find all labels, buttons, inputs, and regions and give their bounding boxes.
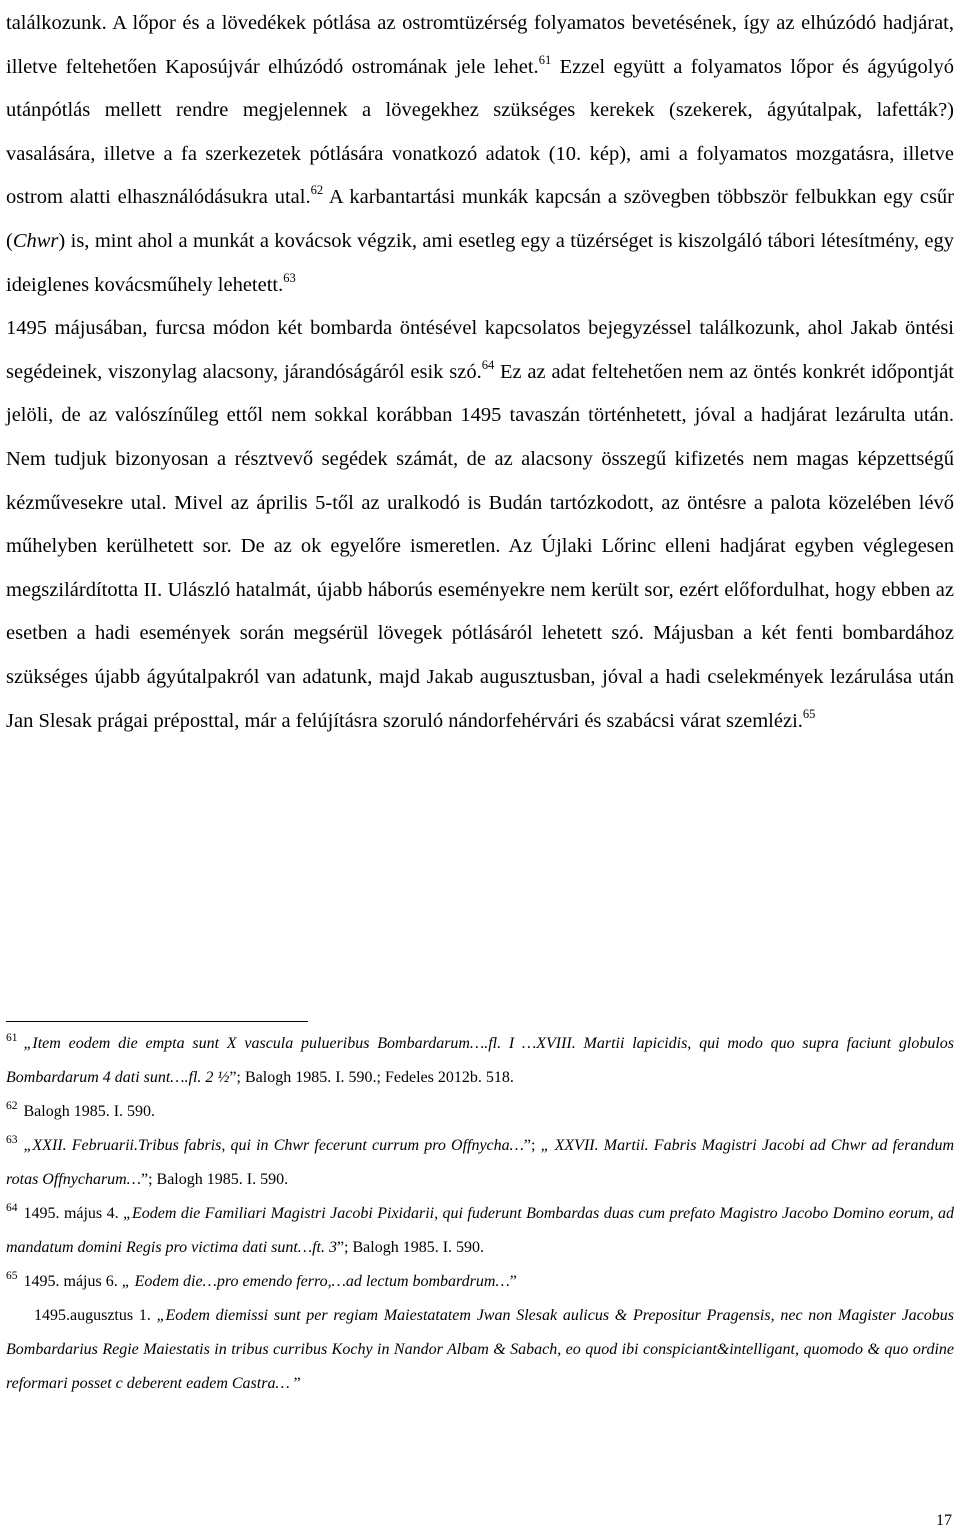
- text: Ezzel együtt a folyamatos lőpor és ágyúgolyó utánpótlás mellett rendre megjelennek a lövegekhez szükséges kerekek (szekerek, ágyútalpak, lafetták?) vasalására, illetve a fa szerkezetek pótlására vonatkozó adatok (10. kép), ami a folyamatos mozgatásra, illetve ostrom alatti elhasználódásukra utal.: [6, 55, 954, 209]
- text: ) is, mint ahol a munkát a kovácsok végzik, ami esetleg egy a tüzérséget is kiszolgáló tábori létesítmény, egy ideiglenes kovácsműhely lehetett.: [6, 229, 954, 296]
- footnote-ref-61: 61: [538, 52, 552, 67]
- quote: „Item eodem die empta sunt X vascula pulueribus Bombardarum….fl. I …XVIII. Martii lapicidis, qui modo quo supra faciunt globulos Bombardarum 4 dati sunt….fl. 2 ½: [6, 1035, 954, 1086]
- text: 1495. május 4.: [23, 1205, 124, 1222]
- text: Balogh 1985. I. 590.: [23, 1103, 156, 1120]
- paragraph: [6, 2, 954, 307]
- quote: „ Eodem die…pro emendo ferro,…ad lectum bombardrum…: [121, 1273, 510, 1290]
- text: Ez az adat feltehetően nem az öntés konkrét időpontját jelöli, de az valószínűleg ettől nem sokkal korábban 1495 tavaszán történhetett, jóval a hadjárat lezárulta után. Nem tudjuk bizonyosan a résztvevő segédek számát, de az alacsony összegű kifizetés nem magas képzettségű kézművesekre utal. Mivel az április 5-től az uralkodó is Budán tartózkodott, az öntésre a palota közelében lévő műhelyben kerülhetett sor. De az ok egyelőre ismeretlen. Az Újlaki Lőrinc elleni hadjárat egyben véglegesen megszilárdította II. Ulászló hatalmát, újabb háborús eseményekre nem került sor, ezért előfordulhat, hogy ebben az esetben a hadi események során megsérül lövegek pótlásáról lehetett szó. Májusban a két fenti bombardához szükséges újabb ágyútalpakról van adatunk, majd Jakab augusztusban, jóval a hadi cselekmények lezárulása után Jan Slesak prágai préposttal, már a felújításra szoruló nándorfehérvári és szabácsi várat szemlézi.: [6, 360, 954, 732]
- footnote-65: [6, 1265, 954, 1299]
- footnote-ref-65: 65: [802, 706, 816, 721]
- footnote-64: [6, 1197, 954, 1265]
- text: ”: [509, 1273, 517, 1290]
- quote: „Eodem die Familiari Magistri Jacobi Pixidarii, qui fuderunt Bombardas duas cum prefato Magistro Jacobo Domino eorum, ad mandatum domini Regis pro victima dati sunt…ft. 3: [6, 1205, 955, 1256]
- text: ”: [289, 1375, 301, 1392]
- footnote-ref-63: 63: [283, 270, 296, 285]
- footnote-63: [6, 1129, 954, 1197]
- footnotes: [6, 1027, 954, 1401]
- text: ”;: [523, 1137, 541, 1154]
- footnote-number: 62: [6, 1100, 18, 1112]
- text: találkozunk. A lőpor és a lövedékek pótlása az ostromtüzérség folyamatos bevetésének, így az elhúzódó hadjárat, illetve feltehetően Kaposújvár elhúzódó ostromának jele lehet.: [6, 12, 954, 78]
- text: ”; Balogh 1985. I. 590.: [140, 1171, 289, 1188]
- footnote-ref-64: 64: [481, 357, 495, 372]
- main-text: [6, 2, 954, 743]
- footnote-number: 61: [6, 1032, 18, 1044]
- text: 1495. május 6.: [23, 1273, 122, 1290]
- quote: „ XXVII. Martii. Fabris Magistri Jacobi ad Chwr ad ferandum rotas Offnycharum…: [6, 1137, 955, 1188]
- footnote-ref-62: 62: [310, 183, 324, 198]
- quote: „Eodem diemissi sunt per regiam Maiestatatem Jwan Slesak aulicus & Prepositur Pragensis, nec non Magister Jacobus Bombardarius Regie Maiestatis in tribus curribus Kochy in Nandor Albam & Sabach, eo quod ibi conspiciant&intelligant, quomodo & quo ordine reformari posset c deberent eadem Castra…: [6, 1307, 955, 1392]
- footnote-number: 64: [6, 1202, 18, 1214]
- footnote-separator: [6, 1021, 308, 1022]
- footnote-62: [6, 1095, 954, 1129]
- text: ”; Balogh 1985. I. 590.; Fedeles 2012b. 518.: [229, 1069, 514, 1086]
- footnote-number: 63: [6, 1134, 18, 1146]
- text: ”; Balogh 1985. I. 590.: [336, 1239, 485, 1256]
- italic-term: Chwr: [12, 229, 59, 252]
- footnote-61: [6, 1027, 954, 1095]
- text: 1495.augusztus 1.: [34, 1307, 157, 1324]
- footnote-65-continued: [6, 1299, 954, 1401]
- quote: „XXII. Februarii.Tribus fabris, qui in Chwr fecerunt currum pro Offnycha…: [23, 1137, 524, 1154]
- text: A karbantartási munkák kapcsán a szövegben többször felbukkan egy csűr (: [6, 186, 955, 252]
- text: 1495 májusában, furcsa módon két bombarda öntésével kapcsolatos bejegyzéssel találkozunk, ahol Jakab öntési segédeinek, viszonylag alacsony, járandóságáról esik szó.: [6, 317, 954, 383]
- page-number: 17: [936, 1512, 952, 1529]
- paragraph: [6, 307, 954, 743]
- footnote-number: 65: [6, 1270, 18, 1282]
